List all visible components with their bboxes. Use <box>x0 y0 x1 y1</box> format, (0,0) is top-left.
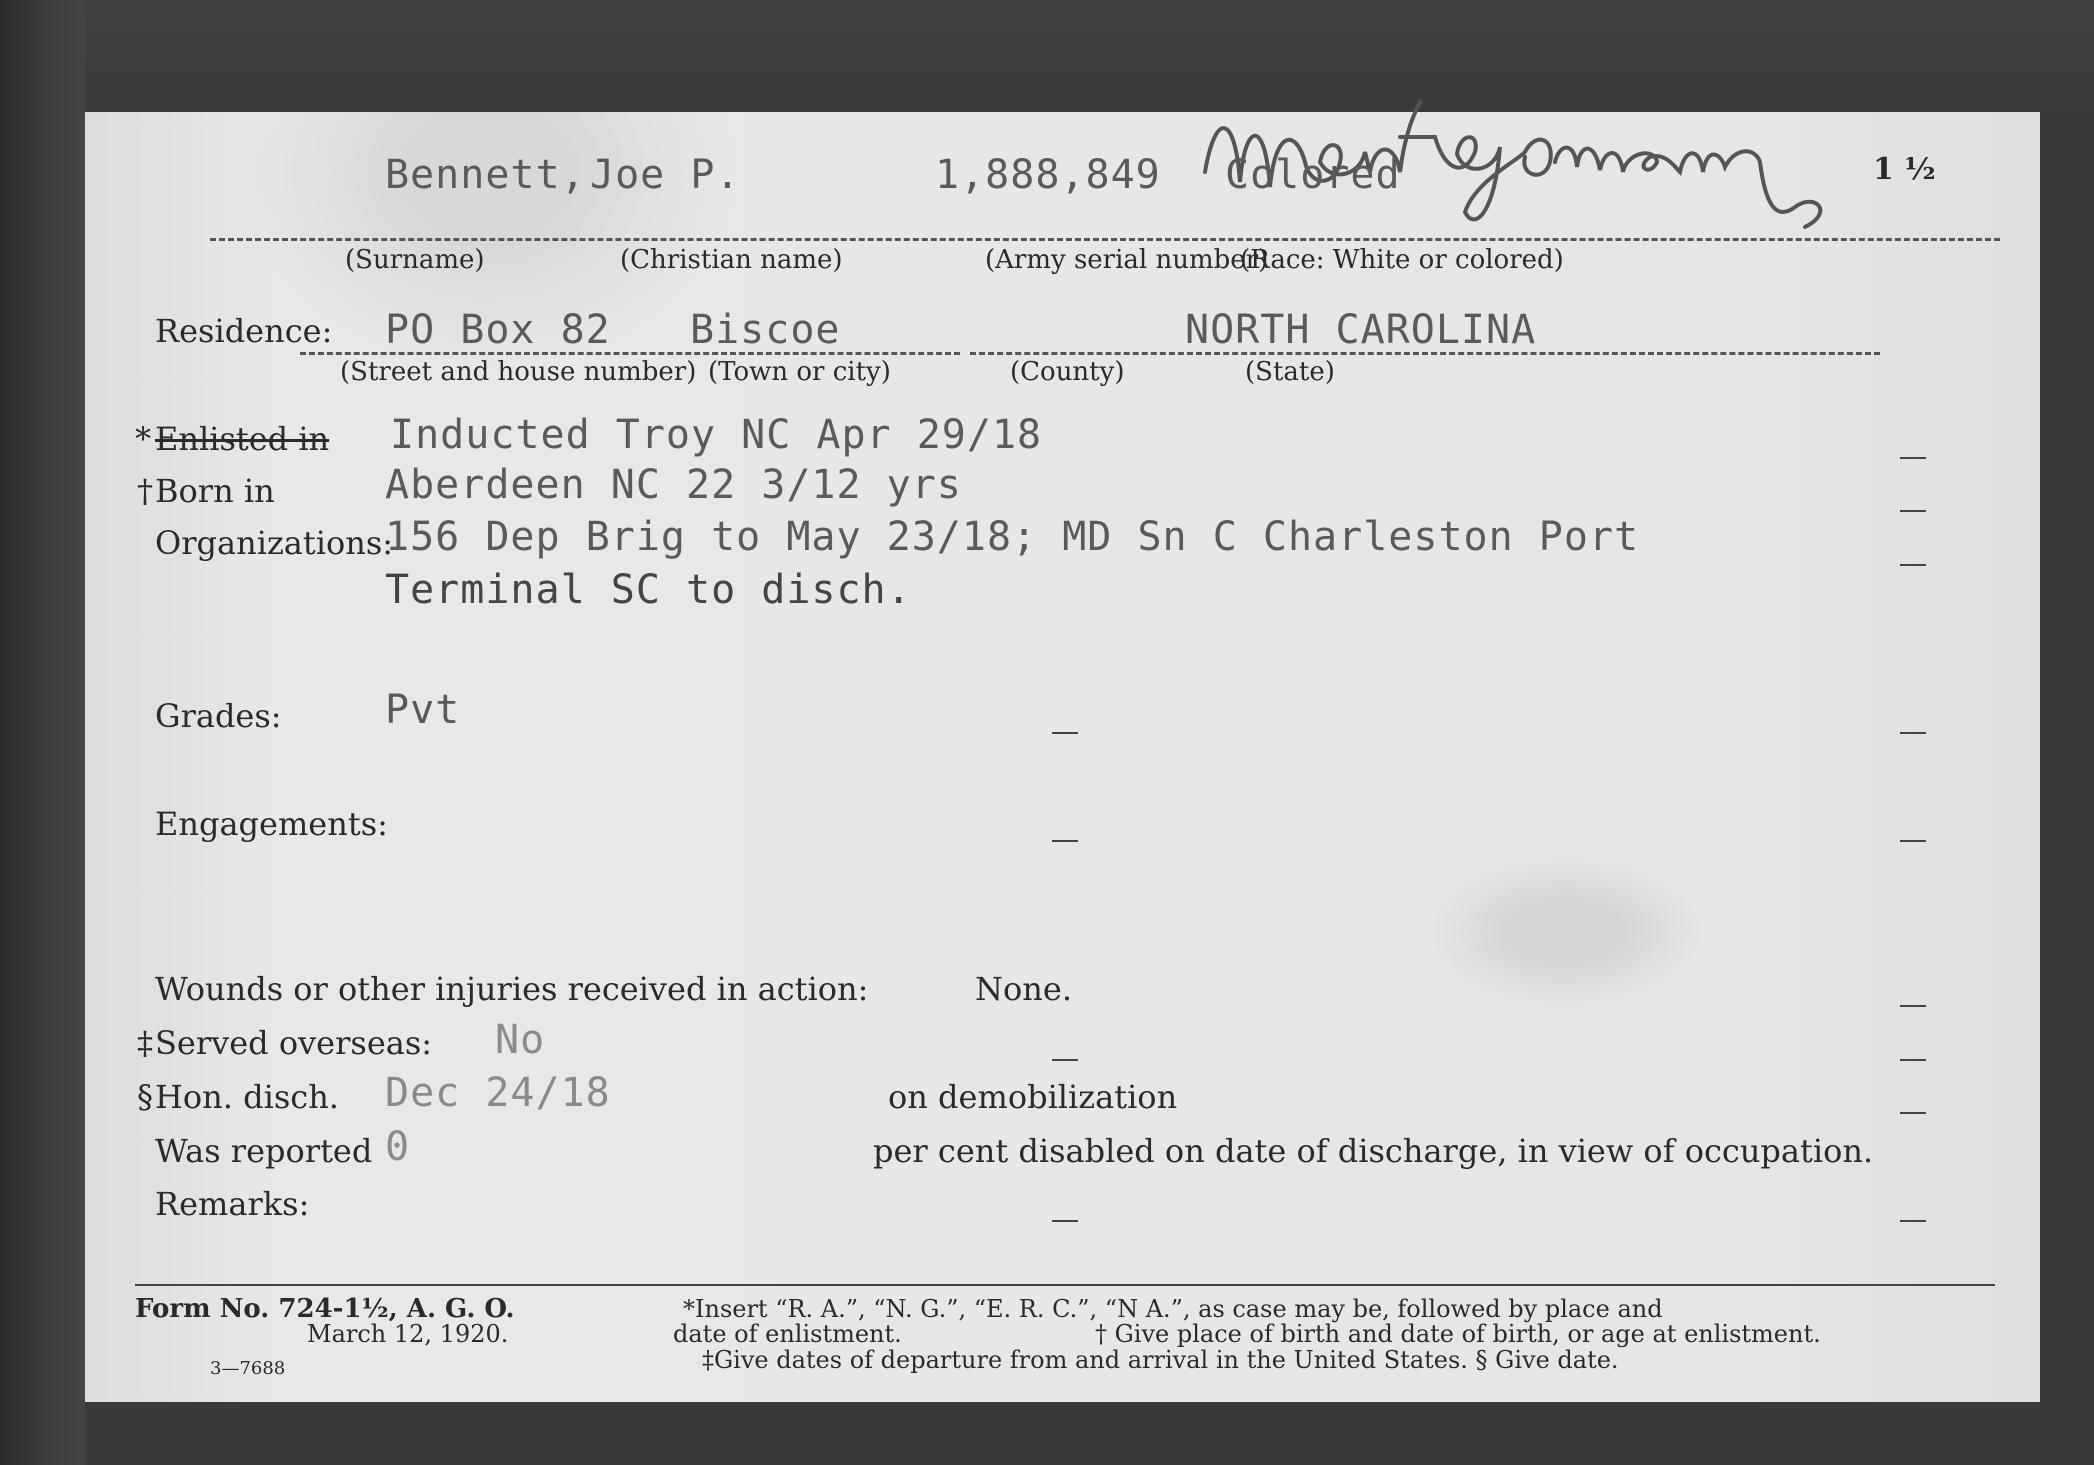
born-marker: † <box>137 472 153 510</box>
engagements-end-dash <box>1900 840 1926 842</box>
residence-dotted-line-2 <box>970 352 1880 355</box>
engagements-mid-dash <box>1052 840 1078 842</box>
surname-value: Bennett, <box>385 152 586 198</box>
form-date: March 12, 1920. <box>307 1320 509 1348</box>
overseas-end-dash <box>1900 1059 1926 1061</box>
christian-name-value: Joe P. <box>590 152 741 198</box>
print-code: 3—7688 <box>210 1358 286 1379</box>
disch-end-dash <box>1900 1112 1926 1114</box>
enlisted-value: Inducted Troy NC Apr 29/18 <box>390 412 1043 458</box>
serial-number-label: (Army serial number) <box>985 245 1269 275</box>
organizations-label: Organizations: <box>155 524 394 562</box>
footnote-line-2b: † Give place of birth and date of birth, or age at enlistment. <box>1095 1320 1821 1348</box>
remarks-label: Remarks: <box>155 1185 310 1223</box>
name-dotted-line <box>210 238 2000 241</box>
county-label: (County) <box>1010 357 1125 387</box>
overseas-label: Served overseas: <box>155 1024 433 1062</box>
enlisted-marker: * <box>135 420 151 458</box>
remarks-mid-dash <box>1052 1220 1078 1222</box>
born-value: Aberdeen NC 22 3/12 yrs <box>385 462 962 508</box>
street-value: PO Box 82 <box>385 307 611 353</box>
organizations-line-1: 156 Dep Brig to May 23/18; MD Sn C Charleston Port <box>385 514 1640 560</box>
race-value: Colored <box>1225 152 1401 198</box>
service-record-card <box>85 112 2040 1402</box>
disch-label: Hon. disch. <box>155 1078 339 1116</box>
born-label: Born in <box>155 472 275 510</box>
overseas-marker: ‡ <box>137 1024 153 1062</box>
footnote-line-2a: date of enlistment. <box>673 1320 902 1348</box>
town-label: (Town or city) <box>708 357 891 387</box>
organizations-end-dash <box>1900 564 1926 566</box>
street-label: (Street and house number) <box>340 357 697 387</box>
wounds-end-dash <box>1900 1005 1926 1007</box>
race-label: (Race: White or colored) <box>1240 245 1564 275</box>
born-end-dash <box>1900 510 1926 512</box>
engagements-label: Engagements: <box>155 805 388 843</box>
state-value: NORTH CAROLINA <box>1185 307 1537 353</box>
remarks-end-dash <box>1900 1220 1926 1222</box>
overseas-mid-dash <box>1052 1059 1078 1061</box>
enlisted-end-dash <box>1900 457 1926 459</box>
disch-marker: § <box>137 1078 153 1116</box>
wounds-value: None. <box>975 970 1072 1008</box>
wounds-label: Wounds or other injuries received in action: <box>155 970 869 1008</box>
footnote-line-1: *Insert “R. A.”, “N. G.”, “E. R. C.”, “N A.”, as case may be, followed by place and <box>683 1295 1663 1323</box>
overseas-value: No <box>495 1017 546 1063</box>
enlisted-label: Enlisted in <box>155 420 330 458</box>
card-number: 1 ½ <box>1873 152 1936 187</box>
disch-reason: on demobilization <box>888 1078 1178 1116</box>
state-label: (State) <box>1245 357 1335 387</box>
serial-number-value: 1,888,849 <box>935 152 1161 198</box>
surname-label: (Surname) <box>345 245 485 275</box>
reported-value: 0 <box>385 1124 411 1170</box>
scan-border-left <box>0 0 85 1465</box>
residence-dotted-line-1 <box>300 352 960 355</box>
grades-value: Pvt <box>385 687 461 733</box>
form-number: Form No. 724-1½, A. G. O. <box>135 1294 515 1324</box>
residence-label: Residence: <box>155 312 333 350</box>
town-value: Biscoe <box>690 307 841 353</box>
footer-divider <box>135 1284 1995 1286</box>
grades-label: Grades: <box>155 697 282 735</box>
grades-mid-dash <box>1052 732 1078 734</box>
disch-value: Dec 24/18 <box>385 1070 611 1116</box>
footnote-line-3: ‡Give dates of departure from and arrival in the United States. § Give date. <box>702 1346 1619 1374</box>
organizations-line-2: Terminal SC to disch. <box>385 567 912 613</box>
grades-end-dash <box>1900 732 1926 734</box>
reported-label: Was reported <box>155 1132 373 1170</box>
reported-text: per cent disabled on date of discharge, in view of occupation. <box>873 1132 1874 1170</box>
christian-name-label: (Christian name) <box>620 245 843 275</box>
